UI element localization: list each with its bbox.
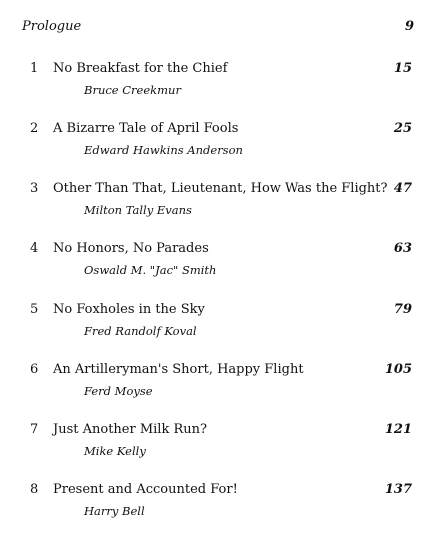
toc-entry-chapter-4 (0, 241, 439, 285)
toc-entry-chapter-1 (0, 61, 439, 105)
chapter-author: Bruce Creekmur (84, 83, 181, 97)
chapter-author: Harry Bell (84, 504, 145, 518)
chapter-title: A Bizarre Tale of April Fools (53, 121, 239, 136)
toc-entry-chapter-3 (0, 181, 439, 225)
chapter-number: 2 (30, 121, 39, 136)
chapter-author: Mike Kelly (84, 444, 146, 458)
toc-entry-chapter-6 (0, 362, 439, 406)
chapter-number: 7 (30, 422, 39, 437)
prologue-title: Prologue (22, 19, 82, 34)
chapter-number: 6 (30, 362, 39, 377)
chapter-number: 5 (30, 302, 39, 317)
chapter-author: Milton Tally Evans (84, 203, 192, 217)
chapter-author: Fred Randolf Koval (84, 324, 197, 338)
toc-entry-prologue (22, 19, 414, 39)
chapter-author: Oswald M. "Jac" Smith (84, 263, 217, 277)
chapter-title: No Foxholes in the Sky (53, 302, 205, 317)
chapter-title: Present and Accounted For! (53, 482, 238, 497)
toc-entry-chapter-2 (0, 121, 439, 165)
prologue-page-number: 9 (404, 19, 414, 34)
chapter-title: Other Than That, Lieutenant, How Was the Flight? (53, 181, 388, 196)
chapter-number: 1 (30, 61, 39, 76)
chapter-page-number: 47 (393, 181, 412, 196)
chapter-page-number: 79 (393, 302, 412, 317)
chapter-title: No Breakfast for the Chief (53, 61, 228, 76)
chapter-page-number: 25 (393, 121, 412, 136)
chapter-page-number: 15 (393, 61, 412, 76)
chapter-page-number: 63 (393, 241, 412, 256)
chapter-number: 3 (30, 181, 39, 196)
toc-entry-chapter-7 (0, 422, 439, 466)
chapter-title: An Artilleryman's Short, Happy Flight (53, 362, 304, 377)
chapter-title: Just Another Milk Run? (53, 422, 207, 437)
chapter-number: 8 (30, 482, 39, 497)
chapter-title: No Honors, No Parades (53, 241, 209, 256)
chapter-page-number: 137 (384, 482, 412, 497)
chapter-number: 4 (30, 241, 39, 256)
toc-entry-chapter-8 (0, 482, 439, 526)
chapter-author: Ferd Moyse (84, 384, 153, 398)
chapter-page-number: 105 (384, 362, 412, 377)
toc-entry-chapter-5 (0, 302, 439, 346)
chapter-author: Edward Hawkins Anderson (84, 143, 243, 157)
chapter-page-number: 121 (384, 422, 412, 437)
